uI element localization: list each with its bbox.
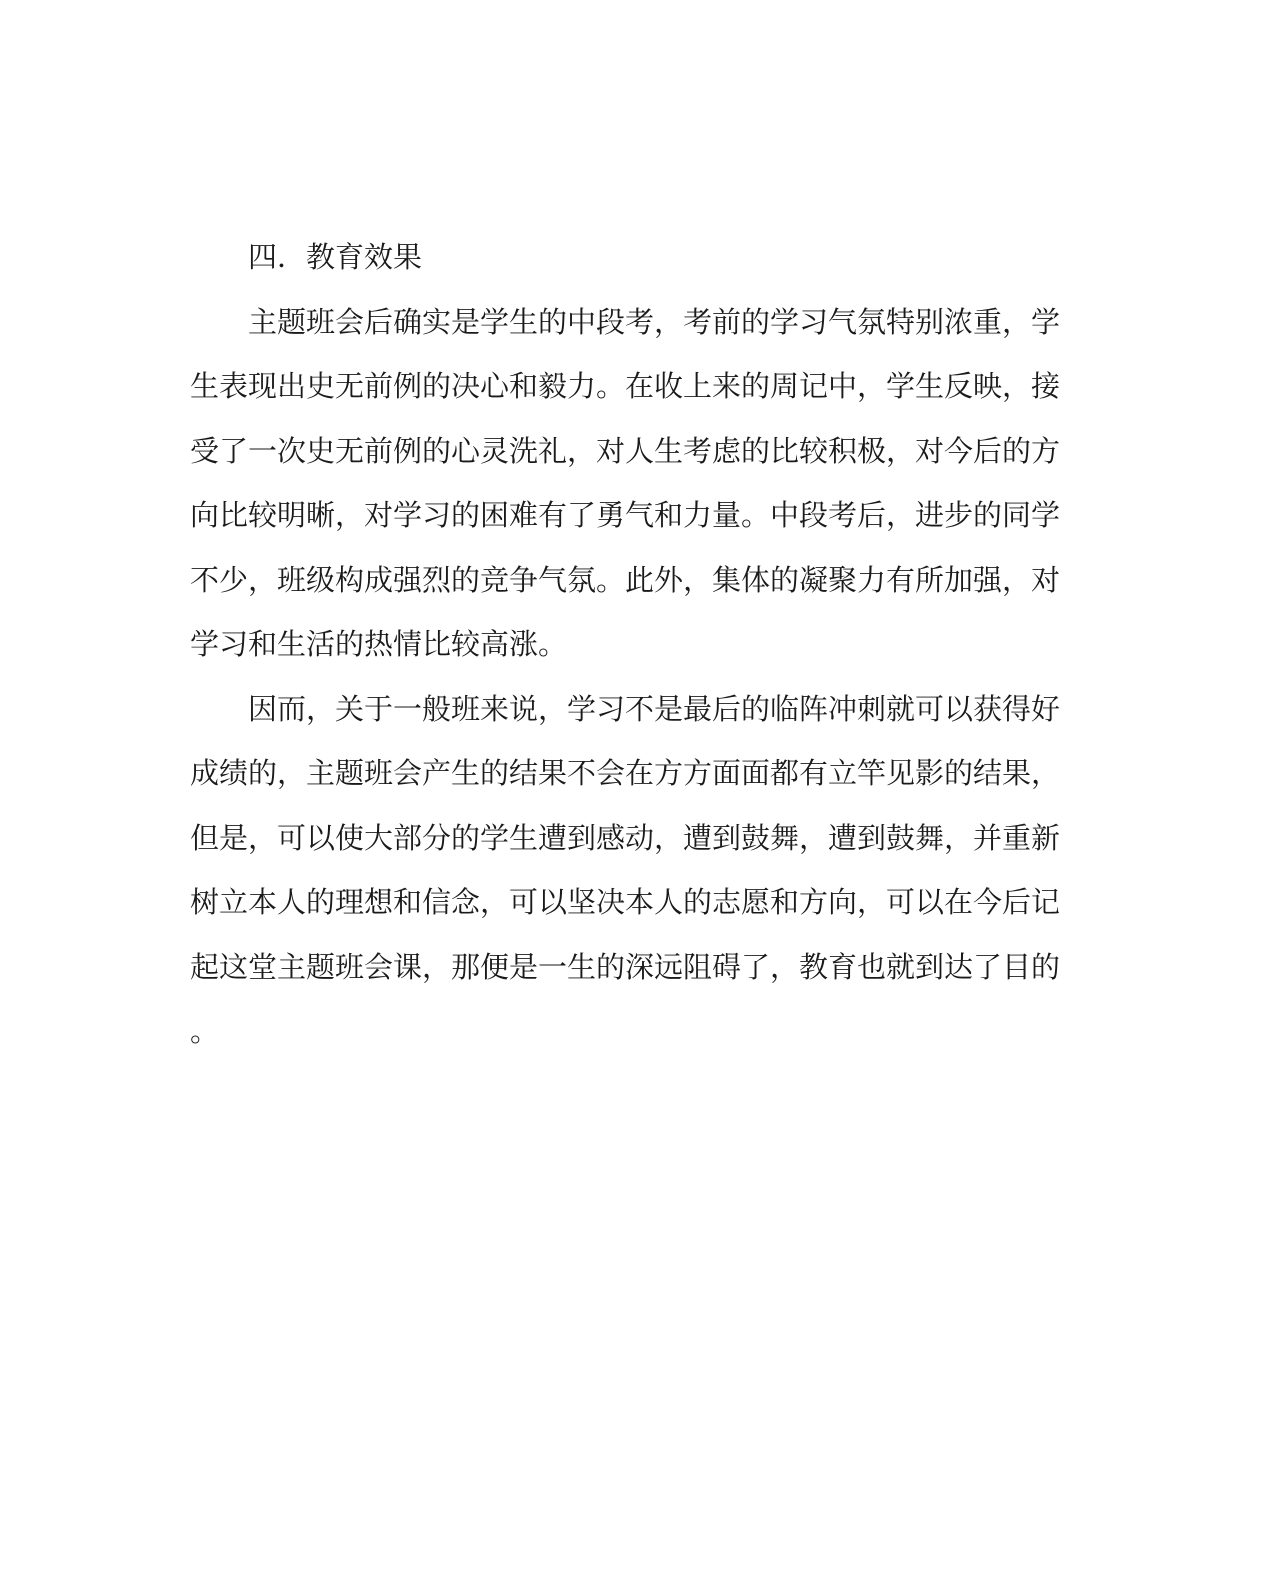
paragraph-conclusion (190, 677, 1060, 1064)
document-body (190, 225, 1060, 1064)
paragraph-line: 主题班会后确实是学生的中段考，考前的学习气氛特别浓重，学 (248, 304, 1061, 339)
paragraph-line: 因而，关于一般班来说，学习不是最后的临阵冲刺就可以获得好 (248, 691, 1061, 726)
paragraph-line: 但是，可以使大部分的学生遭到感动，遭到鼓舞，遭到鼓舞，并重新 (190, 820, 1061, 855)
paragraph-line: 学习和生活的热情比较高涨。 (190, 627, 568, 661)
paragraph-line: 。 (190, 1014, 220, 1048)
section-heading: 四．教育效果 (248, 240, 423, 274)
paragraph-line: 向比较明晰，对学习的困难有了勇气和力量。中段考后，进步的同学 (190, 498, 1061, 532)
paragraph-line: 起这堂主题班会课，那便是一生的深远阻碍了，教育也就到达了目的 (190, 949, 1061, 984)
paragraph-line: 受了一次史无前例的心灵洗礼，对人生考虑的比较积极，对今后的方 (190, 433, 1061, 468)
paragraph-line: 不少，班级构成强烈的竞争气氛。此外，集体的凝聚力有所加强，对 (190, 562, 1061, 597)
paragraph-education-effect (190, 290, 1060, 677)
paragraph-line: 树立本人的理想和信念，可以坚决本人的志愿和方向，可以在今后记 (190, 885, 1061, 919)
paragraph-line: 生表现出史无前例的决心和毅力。在收上来的周记中，学生反映，接 (190, 369, 1061, 403)
paragraph-line: 成绩的，主题班会产生的结果不会在方方面面都有立竿见影的结果， (190, 756, 1061, 790)
